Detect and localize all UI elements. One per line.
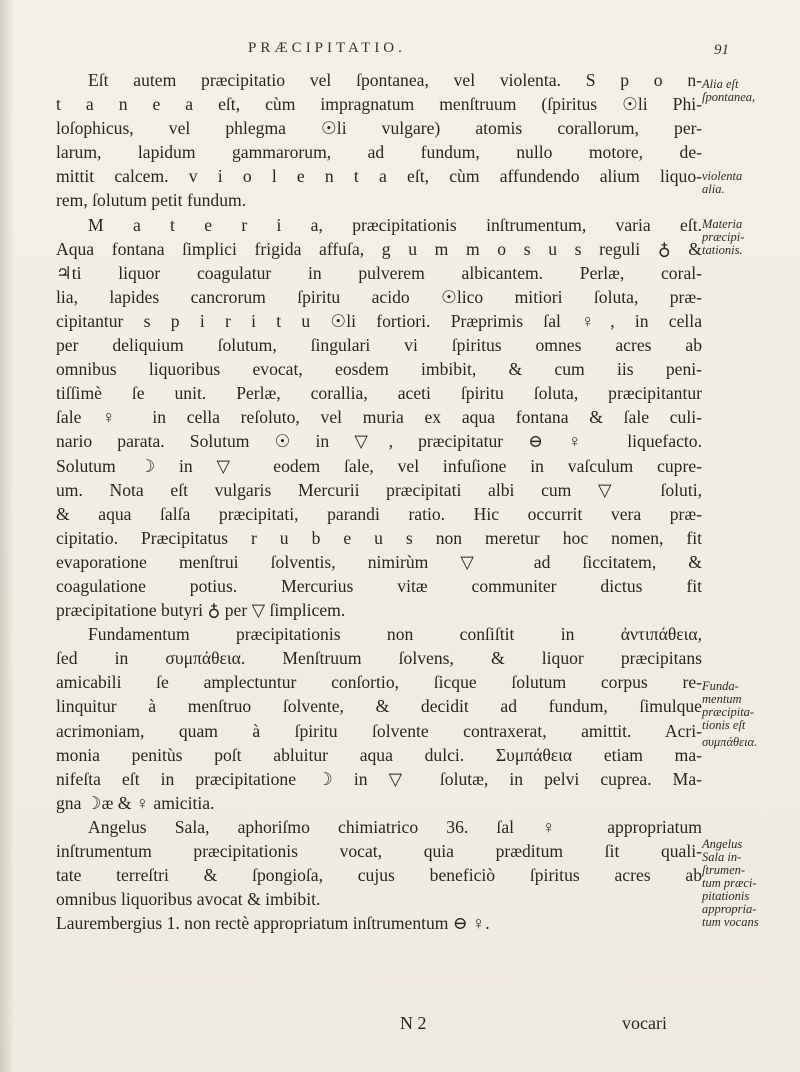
margin-note-line: præcipita- [702,705,755,719]
margin-note [702,218,744,257]
text-line: M a t e r i a, præcipitationis inſtrumentum, varia eſt. [88,214,702,235]
page-header [0,40,800,70]
text-line: t a n e a eſt, cùm impragnatum menſtruum (ſpiritus ☉li Phi- [56,94,702,115]
margin-note-line: Alia eſt [702,77,739,91]
text-line: tate terreſtri & ſpongioſa, cujus beneficiò ſpiritus acres ab [56,865,702,886]
text-line: cipitantur s p i r i t u ☉li fortiori. Præprimis ſal ♀, in cella [56,310,702,331]
text-line: coagulatione potius. Mercurius vitæ communiter dictus fit [56,575,702,596]
text-line: ſed in συμπάθεια. Menſtruum ſolvens, & liquor præcipitans [56,648,702,669]
text-line: ♃ti liquor coagulatur in pulverem albicantem. Perlæ, coral- [56,262,702,283]
margin-note-line: tum præci- [702,876,757,890]
text-line: Solutum ☽ in ▽ eodem ſale, vel infuſione in vaſculum cupre- [56,455,702,476]
text-line: larum, lapidum gammarorum, ad fundum, nullo motore, de- [56,142,702,163]
margin-note-line: Sala in- [702,850,742,864]
text-line: acrimoniam, quam à ſpiritu ſolvente contraxerat, amittit. Acri- [56,720,702,741]
text-line: omnibus liquoribus evocat, eosdem imbibit, & cum iis peni- [56,359,702,380]
text-line: lia, lapides cancrorum ſpiritu acido ☉lico mitiori ſoluta, præ- [56,286,702,307]
margin-note-line: συμπάθεια. [702,735,758,749]
margin-note [702,680,754,732]
margin-note-line: Funda- [702,679,739,693]
text-line: mittit calcem. v i o l e n t a eſt, cùm affundendo alium liquo- [56,166,702,187]
running-title: PRÆCIPITATIO. [248,40,406,56]
margin-note [702,736,757,749]
margin-note-line: tationis. [702,243,743,257]
text-line: omnibus liquoribus avocat & imbibit. [56,889,321,910]
margin-note [702,78,755,104]
margin-note-line: violenta [702,169,743,183]
text-line: Laurembergius 1. non rectè appropriatum inſtrumentum ⊖ ♀. [56,913,490,934]
text-line: Angelus Sala, aphoriſmo chimiatrico 36. ſal ♀ appropriatum [88,816,702,837]
text-line: monia penitùs poſt abluitur aqua dulci. Συμπάθεια etiam ma- [56,744,702,765]
signature-mark: N 2 [400,1013,427,1033]
margin-note [702,170,742,196]
page-footer [0,1013,800,1043]
text-line: rem, ſolutum petit fundum. [56,190,247,211]
text-line: tiſſimè ſe unit. Perlæ, corallia, aceti ſpiritu ſoluta, præcipitantur [56,383,702,404]
margin-note-line: ſtrumen- [702,863,746,877]
text-line: nifeſta eſt in præcipitatione ☽ in ▽ ſolutæ, in pelvi cuprea. Ma- [56,768,702,789]
text-line: Fundamentum præcipitationis non conſiſtit in ἀντιπάθεια, [88,624,702,645]
margin-note [702,838,759,929]
text-line: loſophicus, vel phlegma ☉li vulgare) atomis corallorum, per- [56,118,702,139]
margin-note-line: ſpontanea, [702,90,756,104]
text-line: nario parata. Solutum ☉ in ▽, præcipitatur ⊖ ♀ liquefacto. [56,431,702,452]
text-line: linquitur à menſtruo ſolvente, & decidit ad fundum, ſimulque [56,696,702,717]
text-line: gna ☽æ & ♀ amicitia. [56,792,215,813]
text-line: amicabili ſe amplectuntur conſortio, ſicque ſolutum corpus re- [56,672,702,693]
text-line: ſale ♀ in cella reſoluto, vel muria ex aqua fontana & ſale culi- [56,407,702,428]
text-line: evaporatione menſtrui ſolventis, nimirùm ▽ ad ſiccitatem, & [56,551,702,572]
margin-note-line: appropria- [702,902,757,916]
margin-note-line: tionis eſt [702,718,746,732]
margin-note-line: præcipi- [702,230,745,244]
margin-note-line: pitationis [702,889,750,903]
margin-note-line: tum vocans [702,915,759,929]
text-line: um. Nota eſt vulgaris Mercurii præcipitati albi cum ▽ ſoluti, [56,479,702,500]
page-number: 91 [714,42,729,58]
page-edge-shadow [0,0,14,1072]
text-line: & aqua ſalſa præcipitati, parandi ratio. Hic occurrit vera præ- [56,503,702,524]
main-text [56,68,702,935]
text-line: per deliquium ſolutum, ſingulari vi ſpiritus omnes acres ab [56,335,702,356]
catchword: vocari [622,1013,667,1033]
margin-note-line: Materia [702,217,743,231]
margin-note-line: Angelus [702,837,743,851]
margin-note-line: alia. [702,182,725,196]
text-line: Aqua fontana ſimplici frigida affuſa, g u m m o s u s reguli ♁ & [56,238,702,259]
text-line: Eſt autem præcipitatio vel ſpontanea, vel violenta. S p o n- [88,70,702,90]
text-line: præcipitatione butyri ♁ per ▽ ſimplicem. [56,600,346,621]
text-line: inſtrumentum præcipitationis vocat, quia præditum ſit quali- [56,841,702,861]
text-line: cipitatio. Præcipitatus r u b e u s non meretur hoc nomen, fit [56,527,702,548]
margin-note-line: mentum [702,692,742,706]
